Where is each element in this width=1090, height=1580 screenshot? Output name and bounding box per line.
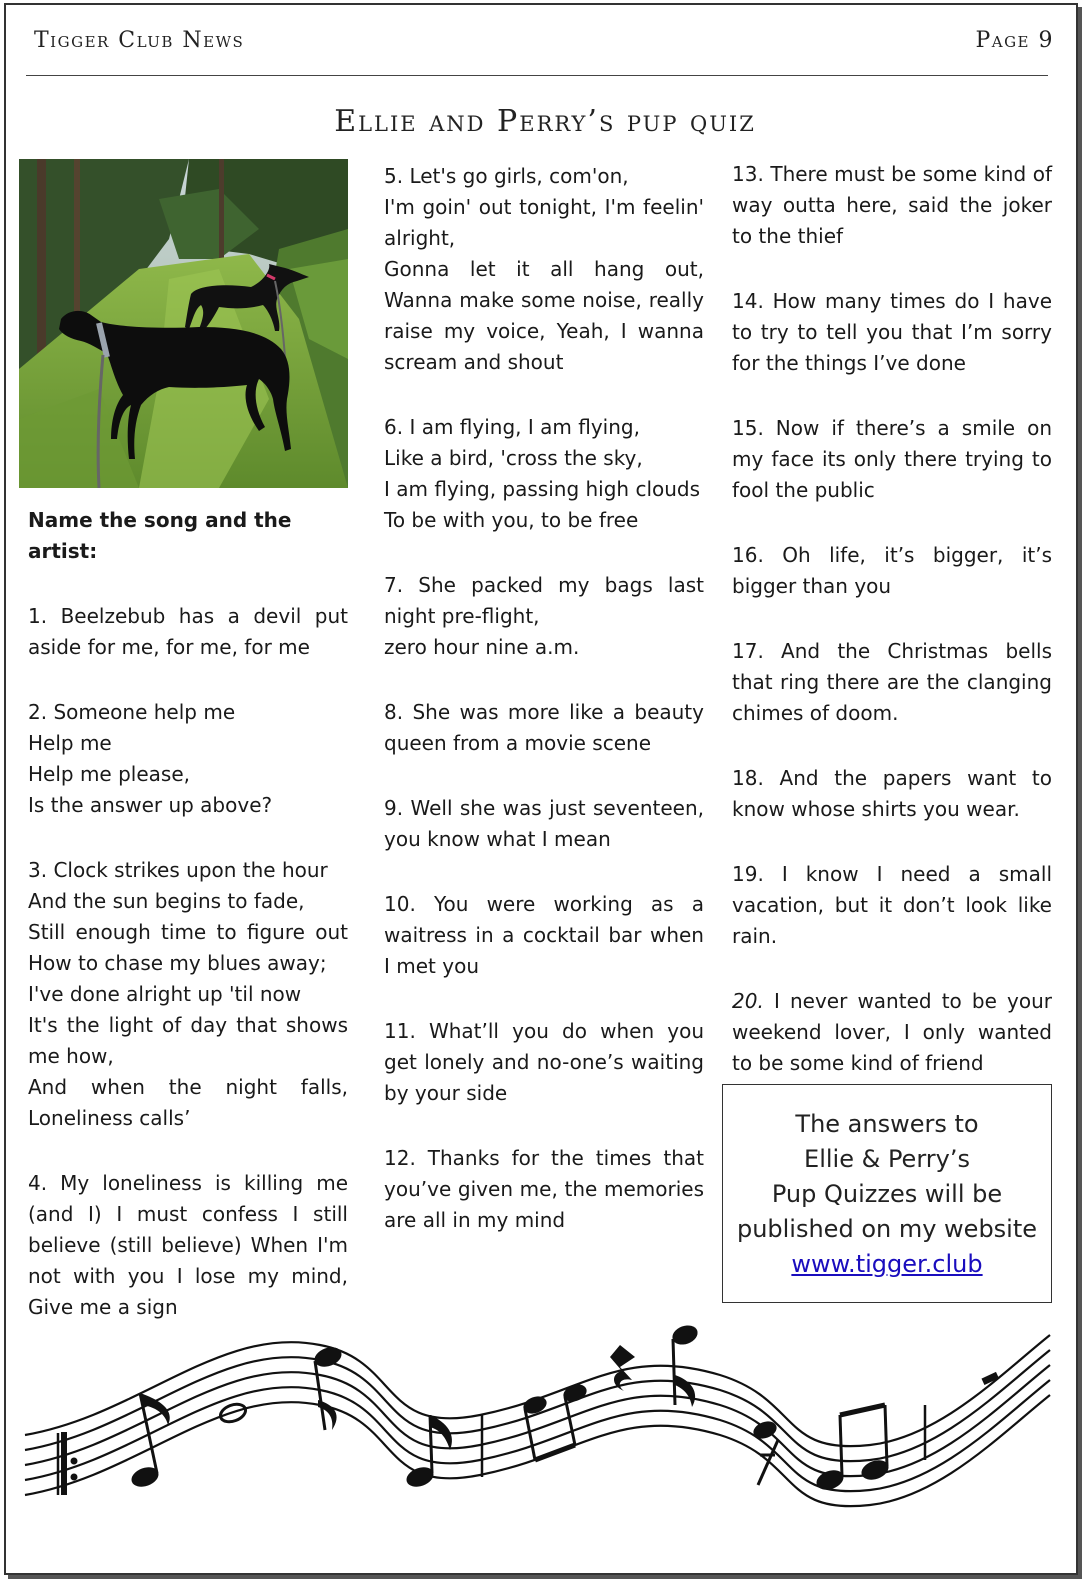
question-number: 5.: [384, 164, 404, 188]
question-line: I am flying, I am flying,: [409, 415, 640, 439]
answers-line: Pup Quizzes will be: [771, 1180, 1003, 1208]
question-9: [384, 793, 704, 855]
question-6: [384, 412, 704, 536]
answers-line: Ellie & Perry’s: [804, 1145, 970, 1173]
question-text: There must be some kind of way outta here, said the joker to the thief: [732, 162, 1052, 248]
question-number: 18.: [732, 766, 764, 790]
question-number: 13.: [732, 162, 764, 186]
question-number: 17.: [732, 639, 764, 663]
question-line: Still enough time to figure out How to chase my blues away;: [28, 920, 348, 975]
header-rule: [26, 75, 1048, 76]
question-number: 12.: [384, 1146, 416, 1170]
question-12: [384, 1143, 704, 1236]
question-text: My loneliness is killing me (and I) I must confess I still believe (still believe) When I'm not with you I lose my mind, Give me a sign: [28, 1171, 349, 1319]
question-line: Let's go girls, com'on,: [409, 164, 629, 188]
question-number: 8.: [384, 700, 404, 724]
question-14: [732, 286, 1052, 379]
question-number: 9.: [384, 796, 404, 820]
question-8: [384, 697, 704, 759]
quiz-intro: Name the song and the artist:: [28, 508, 292, 563]
question-text: And the Christmas bells that ring there are the clanging chimes of doom.: [732, 639, 1052, 725]
question-10: [384, 889, 704, 982]
question-line: She packed my bags last night pre-flight,: [384, 573, 705, 628]
page-number: Page 9: [975, 28, 1054, 53]
question-text: I never wanted to be your weekend lover, I only wanted to be some kind of friend: [732, 989, 1053, 1075]
question-16: [732, 540, 1052, 602]
question-19: [732, 859, 1052, 952]
column-2: [384, 161, 704, 1236]
question-number: 7.: [384, 573, 404, 597]
question-text: What’ll you do when you get lonely and no-one’s waiting by your side: [384, 1019, 705, 1105]
question-line: Help me please,: [28, 762, 190, 786]
question-11: [384, 1016, 704, 1109]
question-line: zero hour nine a.m.: [384, 635, 580, 659]
question-line: It's the light of day that shows me how,: [28, 1013, 348, 1068]
question-7: [384, 570, 704, 663]
question-number: 4.: [28, 1171, 48, 1195]
question-line: I am flying, passing high clouds: [384, 477, 701, 501]
question-line: Gonna let it all hang out, Wanna make some noise, really raise my voice, Yeah, I wanna scream and shout: [384, 257, 704, 374]
question-1: [28, 601, 348, 663]
question-line: I'm goin' out tonight, I'm feelin' alright,: [384, 195, 704, 250]
question-number: 19.: [732, 862, 764, 886]
question-20: [732, 986, 1052, 1079]
question-number: 1.: [28, 604, 48, 628]
column-1: [28, 505, 348, 1323]
question-number: 14.: [732, 289, 764, 313]
question-text: She was more like a beauty queen from a movie scene: [384, 700, 704, 755]
answers-line: published on my website: [736, 1215, 1038, 1243]
answers-line: The answers to: [795, 1110, 979, 1138]
question-18: [732, 763, 1052, 825]
question-text: Now if there’s a smile on my face its only there trying to fool the public: [732, 416, 1052, 502]
question-line: And the sun begins to fade,: [28, 889, 305, 913]
question-text: You were working as a waitress in a cocktail bar when I met you: [384, 892, 704, 978]
question-line: Help me: [28, 731, 112, 755]
question-number: 20.: [732, 989, 764, 1013]
question-line: Like a bird, 'cross the sky,: [384, 446, 643, 470]
question-15: [732, 413, 1052, 506]
dogs-photo: [19, 159, 348, 488]
question-text: How many times do I have to try to tell you that I’m sorry for the things I’ve done: [732, 289, 1053, 375]
question-number: 6.: [384, 415, 404, 439]
question-number: 11.: [384, 1019, 416, 1043]
question-2: [28, 697, 348, 821]
question-text: Beelzebub has a devil put aside for me, for me, for me: [28, 604, 348, 659]
column-3: [732, 159, 1052, 1079]
music-staff-illustration: [20, 1305, 1060, 1545]
publication-name: Tigger Club News: [34, 28, 245, 53]
question-line: Clock strikes upon the hour: [53, 858, 328, 882]
question-5: [384, 161, 704, 378]
answers-box: [722, 1084, 1052, 1303]
question-text: Well she was just seventeen, you know what I mean: [384, 796, 705, 851]
question-text: Oh life, it’s bigger, it’s bigger than you: [732, 543, 1053, 598]
question-number: 15.: [732, 416, 764, 440]
page-title: Ellie and Perry’s pup quiz: [334, 104, 756, 139]
question-number: 16.: [732, 543, 764, 567]
website-link[interactable]: www.tigger.club: [791, 1250, 983, 1278]
question-line: To be with you, to be free: [384, 508, 639, 532]
question-3: [28, 855, 348, 1134]
question-17: [732, 636, 1052, 729]
question-line: And when the night falls, Loneliness calls’: [28, 1075, 348, 1130]
question-line: Someone help me: [53, 700, 236, 724]
question-text: And the papers want to know whose shirts you wear.: [732, 766, 1052, 821]
question-line: I've done alright up 'til now: [28, 982, 302, 1006]
question-number: 2.: [28, 700, 48, 724]
question-line: Is the answer up above?: [28, 793, 273, 817]
question-number: 10.: [384, 892, 416, 916]
question-number: 3.: [28, 858, 48, 882]
question-4: [28, 1168, 348, 1323]
question-13: [732, 159, 1052, 252]
question-text: Thanks for the times that you’ve given me, the memories are all in my mind: [384, 1146, 704, 1232]
question-text: I know I need a small vacation, but it don’t look like rain.: [732, 862, 1053, 948]
